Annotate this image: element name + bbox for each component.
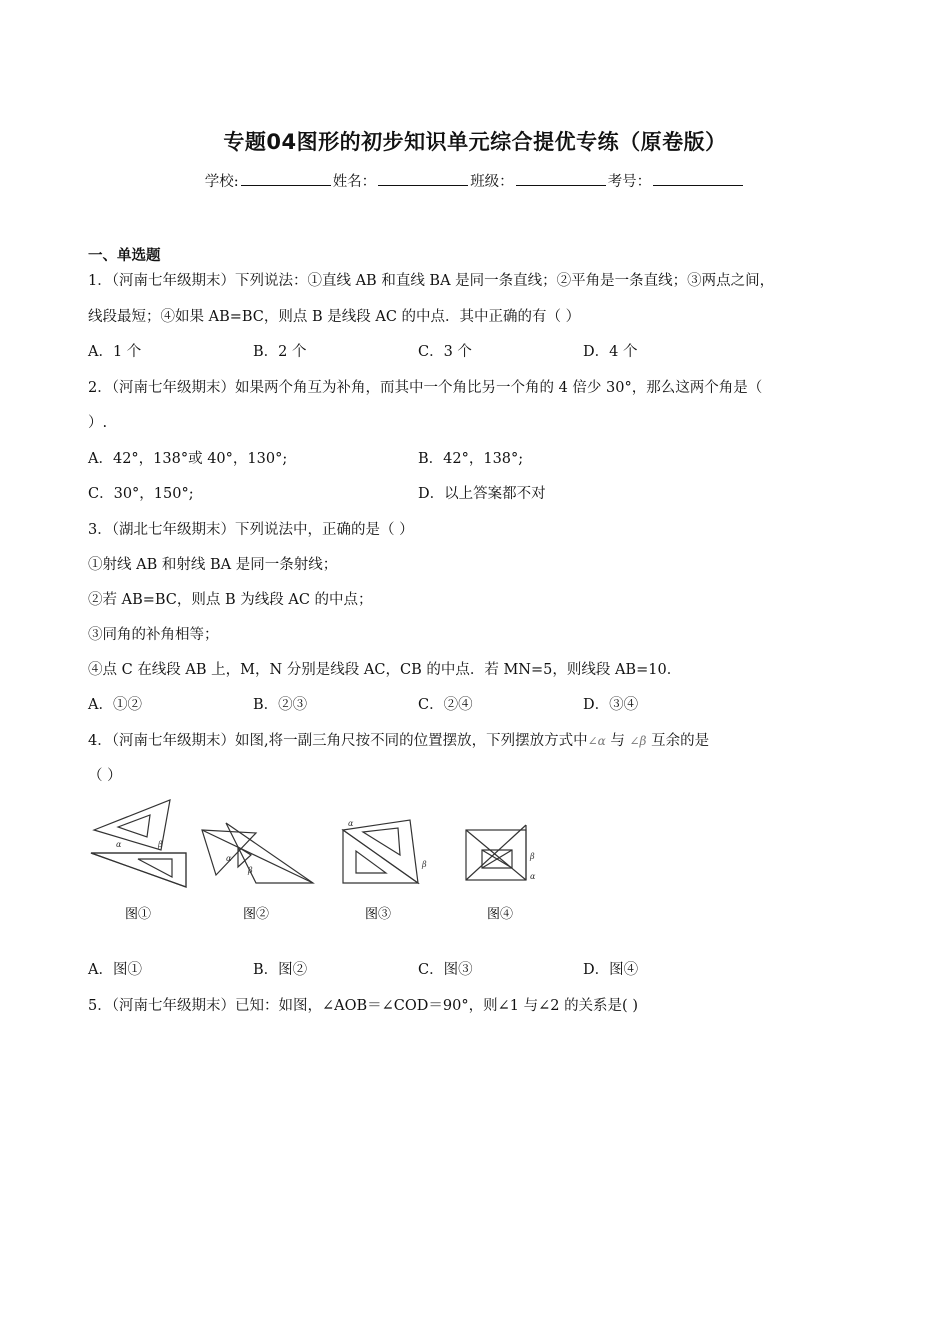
q3-statement-2: ②若 AB=BC，则点 B 为线段 AC 的中点； <box>88 592 373 608</box>
school-blank[interactable] <box>241 171 331 186</box>
figure-4-drawing <box>466 825 536 881</box>
q1-option-c: C．3 个 <box>418 344 472 360</box>
svg-text:β: β <box>530 852 535 861</box>
figure-1-label: 图① <box>124 907 152 922</box>
q4-line1 <box>88 729 709 750</box>
q2-line1: 2．（河南七年级期末）如果两个角互为补角，而其中一个角比另一个角的 4 倍少 30°，那么这两个角是（ <box>88 380 763 396</box>
q4-option-a: A．图① <box>88 962 142 978</box>
svg-text:α: α <box>116 840 122 849</box>
q4-angle-beta: ∠β <box>629 734 647 748</box>
q2-option-a: A．42°，138°或 40°，130°; <box>88 451 288 467</box>
svg-text:β: β <box>422 860 427 869</box>
q3-line1: 3．（湖北七年级期末）下列说法中，正确的是（ ） <box>88 522 414 538</box>
figure-3-label: 图③ <box>364 907 392 922</box>
q2-option-d: D．以上答案都不对 <box>418 486 546 502</box>
figure-2-label: 图② <box>242 907 270 922</box>
class-label: 班级： <box>470 174 514 190</box>
q4-option-d: D．图④ <box>583 962 639 978</box>
student-info-line <box>0 170 950 191</box>
q4-line1-text-b: 互余的是 <box>646 733 710 749</box>
figure-3-drawing <box>343 819 427 883</box>
svg-text:α: α <box>226 854 232 863</box>
svg-text:β: β <box>248 866 253 875</box>
svg-text:α: α <box>530 872 536 881</box>
q2-option-c: C．30°，150°; <box>88 486 194 502</box>
q4-option-c: C．图③ <box>418 962 473 978</box>
q3-statement-3: ③同角的补角相等； <box>88 627 219 643</box>
q5-line1: 5．（河南七年级期末）已知：如图，∠AOB＝∠COD＝90°，则∠1 与∠2 的关系是( ) <box>88 998 638 1014</box>
figure-4-label: 图④ <box>486 907 514 922</box>
q4-line1-text-a: 4．（河南七年级期末）如图,将一副三角尺按不同的位置摆放，下列摆放方式中 <box>88 733 588 749</box>
q4-angle-alpha: ∠α <box>587 734 606 748</box>
q1-option-d: D．4 个 <box>583 344 638 360</box>
class-blank[interactable] <box>516 171 606 186</box>
exam-no-blank[interactable] <box>653 171 743 186</box>
name-label: 姓名： <box>332 174 377 190</box>
section-title: 一、单选题 <box>88 248 161 264</box>
q1-option-b: B．2 个 <box>253 344 307 360</box>
q4-figure <box>88 795 558 925</box>
figure-2-drawing <box>202 823 313 883</box>
name-blank[interactable] <box>378 171 468 186</box>
page-title: 专题04图形的初步知识单元综合提优专练（原卷版） <box>223 130 727 154</box>
q3-option-a: A．①② <box>88 697 142 713</box>
q3-option-b: B．②③ <box>253 697 308 713</box>
triangle-rulers-figure <box>88 795 558 925</box>
q3-statement-1: ①射线 AB 和射线 BA 是同一条射线； <box>88 557 338 573</box>
q3-option-d: D．③④ <box>583 697 639 713</box>
exam-no-label: 考号： <box>607 174 652 190</box>
school-label: 学校: <box>204 174 239 190</box>
q3-statement-4: ④点 C 在线段 AB 上，M，N 分别是线段 AC，CB 的中点．若 MN=5，则线段 AB=10． <box>88 662 682 678</box>
q1-line1: 1．（河南七年级期末）下列说法：①直线 AB 和直线 BA 是同一条直线；②平角是一条直线；③两点之间， <box>88 273 775 289</box>
q1-option-a: A．1 个 <box>88 344 142 360</box>
q2-option-b: B．42°，138°; <box>418 451 524 467</box>
q4-line2: （ ） <box>88 768 122 784</box>
figure-1-drawing <box>91 800 186 887</box>
q1-line2: 线段最短；④如果 AB=BC，则点 B 是线段 AC 的中点．其中正确的有（ ） <box>88 309 581 325</box>
q4-line1-mid: 与 <box>605 733 630 749</box>
svg-text:α: α <box>348 819 354 828</box>
q2-line2: ）. <box>88 415 108 431</box>
svg-text:β: β <box>158 840 163 849</box>
q3-option-c: C．②④ <box>418 697 473 713</box>
q4-option-b: B．图② <box>253 962 308 978</box>
